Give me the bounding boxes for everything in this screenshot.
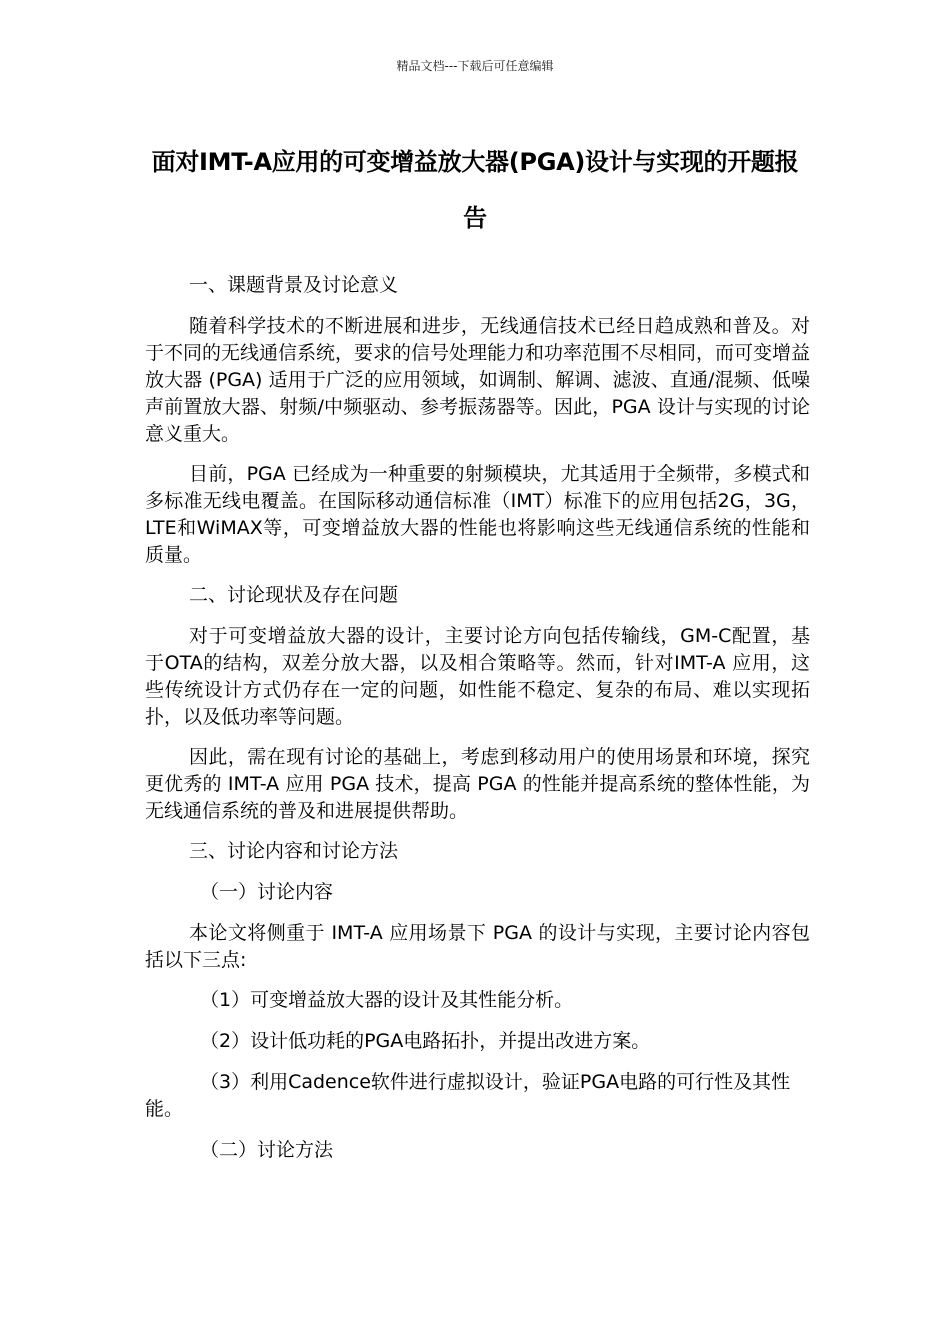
list-item-2: （2）设计低功耗的PGA电路拓扑，并提出改进方案。 <box>200 1030 651 1052</box>
list-item-1: （1）可变增益放大器的设计及其性能分析。 <box>200 989 574 1011</box>
paragraph-content-intro: 本论文将侧重于 IMT-A 应用场景下 PGA 的设计与实现，主要讨论内容包括以下三点: <box>145 922 810 971</box>
document-title: 面对IMT-A应用的可变增益放大器(PGA)设计与实现的开题报告 <box>151 148 799 232</box>
paragraph-status-2: 因此，需在现有讨论的基础上，考虑到移动用户的使用场景和环境，探究更优秀的 IMT-A 应用 PGA 技术，提高 PGA 的性能并提高系统的整体性能，为无线通信系统的普及和进展提供帮助。 <box>145 746 810 822</box>
list-item-3: （3）利用Cadence软件进行虚拟设计，验证PGA电路的可行性及其性能。 <box>145 1071 791 1120</box>
page-header: 精品文档---下载后可任意编辑 <box>396 59 554 73</box>
paragraph-status-1: 对于可变增益放大器的设计，主要讨论方向包括传输线，GM-C配置，基于OTA的结构，双差分放大器，以及相合策略等。然而，针对IMT-A 应用，这些传统设计方式仍存在一定的问题，如性能不稳定、复杂的布局、难以实现拓扑，以及低功率等问题。 <box>145 625 810 728</box>
section-heading-status: 二、讨论现状及存在问题 <box>189 584 399 606</box>
section-heading-content-methods: 三、讨论内容和讨论方法 <box>189 840 399 862</box>
paragraph-background-2: 目前，PGA 已经成为一种重要的射频模块，尤其适用于全频带，多模式和多标准无线电覆盖。在国际移动通信标准（IMT）标准下的应用包括2G，3G，LTE和WiMAX等，可变增益放大器的性能也将影响这些无线通信系统的性能和质量。 <box>145 463 810 566</box>
document-body <box>145 272 810 1178</box>
section-heading-background: 一、课题背景及讨论意义 <box>189 274 399 296</box>
paragraph-background-1: 随着科学技术的不断进展和进步，无线通信技术已经日趋成熟和普及。对于不同的无线通信系统，要求的信号处理能力和功率范围不尽相同，而可变增益放大器 (PGA) 适用于广泛的应用领域，如调制、解调、滤波、直通/混频、低噪声前置放大器、射频/中频驱动、参考振荡器等。因此，PGA 设计与实现的讨论意义重大。 <box>145 315 811 445</box>
subheading-methods: （二）讨论方法 <box>200 1139 334 1161</box>
subheading-content: （一）讨论内容 <box>200 881 334 903</box>
